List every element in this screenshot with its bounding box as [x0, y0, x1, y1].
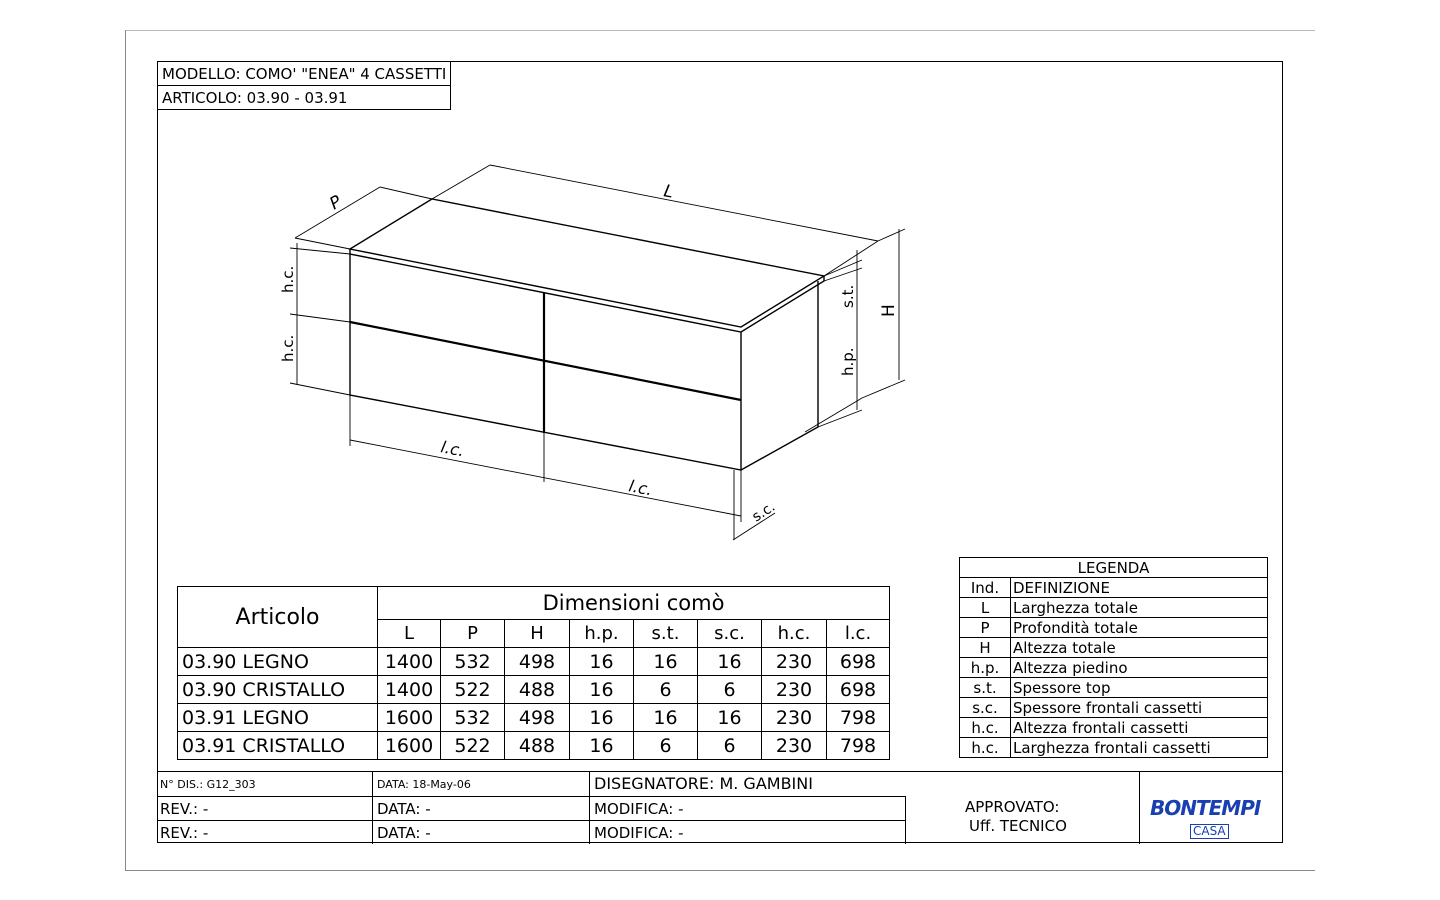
cell: 522: [441, 676, 505, 704]
cell: 230: [762, 732, 827, 760]
legend-row: [960, 658, 1268, 678]
legend-def: Larghezza frontali cassetti: [1011, 738, 1268, 758]
revision-2-change: MODIFICA: -: [594, 824, 684, 842]
dimension-lines: [290, 165, 905, 540]
legend-ind-header: Ind.: [960, 578, 1011, 598]
drawing-number: N° DIS.: G12_303: [160, 778, 256, 791]
cell: 16: [634, 704, 698, 732]
cell: 6: [698, 676, 762, 704]
cell: 16: [570, 704, 634, 732]
legend-def: Larghezza totale: [1011, 598, 1268, 618]
cell: 488: [505, 676, 570, 704]
cell: 16: [570, 648, 634, 676]
legend-row: [960, 738, 1268, 758]
cell: 16: [698, 648, 762, 676]
legend-def: Altezza totale: [1011, 638, 1268, 658]
cell: 698: [827, 676, 890, 704]
revision-1-change: MODIFICA: -: [594, 800, 684, 818]
label-lc-left: l.c.: [439, 437, 466, 461]
table-row: [178, 648, 890, 676]
table-row: [178, 676, 890, 704]
revision-2: REV.: -: [160, 824, 209, 842]
cell: 16: [698, 704, 762, 732]
label-H: H: [879, 304, 899, 317]
table-row: [178, 704, 890, 732]
legend-row: [960, 618, 1268, 638]
cell: 16: [634, 648, 698, 676]
legend-title: LEGENDA: [960, 558, 1268, 578]
label-P: P: [326, 191, 346, 215]
legend-ind: s.c.: [960, 698, 1011, 718]
cell: 16: [570, 676, 634, 704]
legend-table: [959, 557, 1268, 758]
cell: 1600: [378, 704, 441, 732]
column-header: h.p.: [570, 619, 634, 647]
cell: 532: [441, 704, 505, 732]
title-block: [157, 771, 1283, 844]
cell: 488: [505, 732, 570, 760]
legend-ind: P: [960, 618, 1011, 638]
cell: 532: [441, 648, 505, 676]
column-header: l.c.: [827, 619, 890, 647]
column-header: H: [505, 619, 570, 647]
cell: 6: [634, 732, 698, 760]
cabinet-outline: [350, 199, 824, 470]
label-hc-bottom: h.c.: [279, 334, 297, 362]
column-header: s.c.: [698, 619, 762, 647]
cell: 230: [762, 648, 827, 676]
legend-def: Profondità totale: [1011, 618, 1268, 638]
column-header: P: [441, 619, 505, 647]
cell: 698: [827, 648, 890, 676]
legend-ind: h.p.: [960, 658, 1011, 678]
column-header: s.t.: [634, 619, 698, 647]
model-name: MODELLO: COMO' "ENEA" 4 CASSETTI: [158, 62, 451, 86]
label-hp: h.p.: [839, 347, 857, 376]
article-codes: ARTICOLO: 03.90 - 03.91: [158, 86, 451, 110]
legend-ind: h.c.: [960, 738, 1011, 758]
legend-row: [960, 598, 1268, 618]
row-name: 03.91 LEGNO: [178, 704, 378, 732]
approved-label: APPROVATO:: [965, 798, 1060, 816]
bontempi-logo: [1150, 796, 1276, 839]
revision-1-date: DATA: -: [377, 800, 431, 818]
legend-def: Altezza piedino: [1011, 658, 1268, 678]
legend-def-header: DEFINIZIONE: [1011, 578, 1268, 598]
legend-ind: H: [960, 638, 1011, 658]
cell: 1400: [378, 676, 441, 704]
label-L: L: [662, 181, 676, 203]
legend-row: [960, 718, 1268, 738]
legend-def: Spessore top: [1011, 678, 1268, 698]
cell: 230: [762, 704, 827, 732]
cell: 498: [505, 648, 570, 676]
legend-def: Spessore frontali cassetti: [1011, 698, 1268, 718]
legend-def: Altezza frontali cassetti: [1011, 718, 1268, 738]
articolo-header: Articolo: [178, 587, 378, 648]
cell: 1600: [378, 732, 441, 760]
legend-row: [960, 698, 1268, 718]
cell: 498: [505, 704, 570, 732]
cell: 522: [441, 732, 505, 760]
table-row: [178, 732, 890, 760]
revision-1: REV.: -: [160, 800, 209, 818]
legend-ind: s.t.: [960, 678, 1011, 698]
cell: 798: [827, 732, 890, 760]
drawing-date: DATA: 18-May-06: [377, 778, 471, 791]
legend-ind: h.c.: [960, 718, 1011, 738]
label-lc-right: l.c.: [627, 476, 654, 500]
label-st: s.t.: [839, 284, 857, 308]
dimensions-table: [177, 586, 890, 760]
column-header: L: [378, 619, 441, 647]
cell: 230: [762, 676, 827, 704]
logo-brand: BONTEMPI: [1150, 796, 1261, 820]
row-name: 03.90 LEGNO: [178, 648, 378, 676]
top-slab: [350, 199, 824, 327]
label-sc: s.c.: [749, 498, 779, 526]
cell: 1400: [378, 648, 441, 676]
cell: 6: [634, 676, 698, 704]
legend-row: [960, 638, 1268, 658]
cell: 16: [570, 732, 634, 760]
side-face: [741, 281, 818, 470]
row-name: 03.90 CRISTALLO: [178, 676, 378, 704]
cell: 6: [698, 732, 762, 760]
dimensions-group-header: Dimensioni comò: [378, 587, 890, 620]
dimension-labels: [279, 181, 899, 525]
legend-row: [960, 678, 1268, 698]
column-header: h.c.: [762, 619, 827, 647]
approved-office: Uff. TECNICO: [969, 817, 1067, 835]
cell: 798: [827, 704, 890, 732]
logo-sub: CASA: [1190, 824, 1229, 839]
label-hc-top: h.c.: [279, 265, 297, 293]
row-name: 03.91 CRISTALLO: [178, 732, 378, 760]
drawer-split-horizontal: [350, 322, 741, 400]
revision-2-date: DATA: -: [377, 824, 431, 842]
legend-ind: L: [960, 598, 1011, 618]
designer: DISEGNATORE: M. GAMBINI: [594, 774, 813, 793]
